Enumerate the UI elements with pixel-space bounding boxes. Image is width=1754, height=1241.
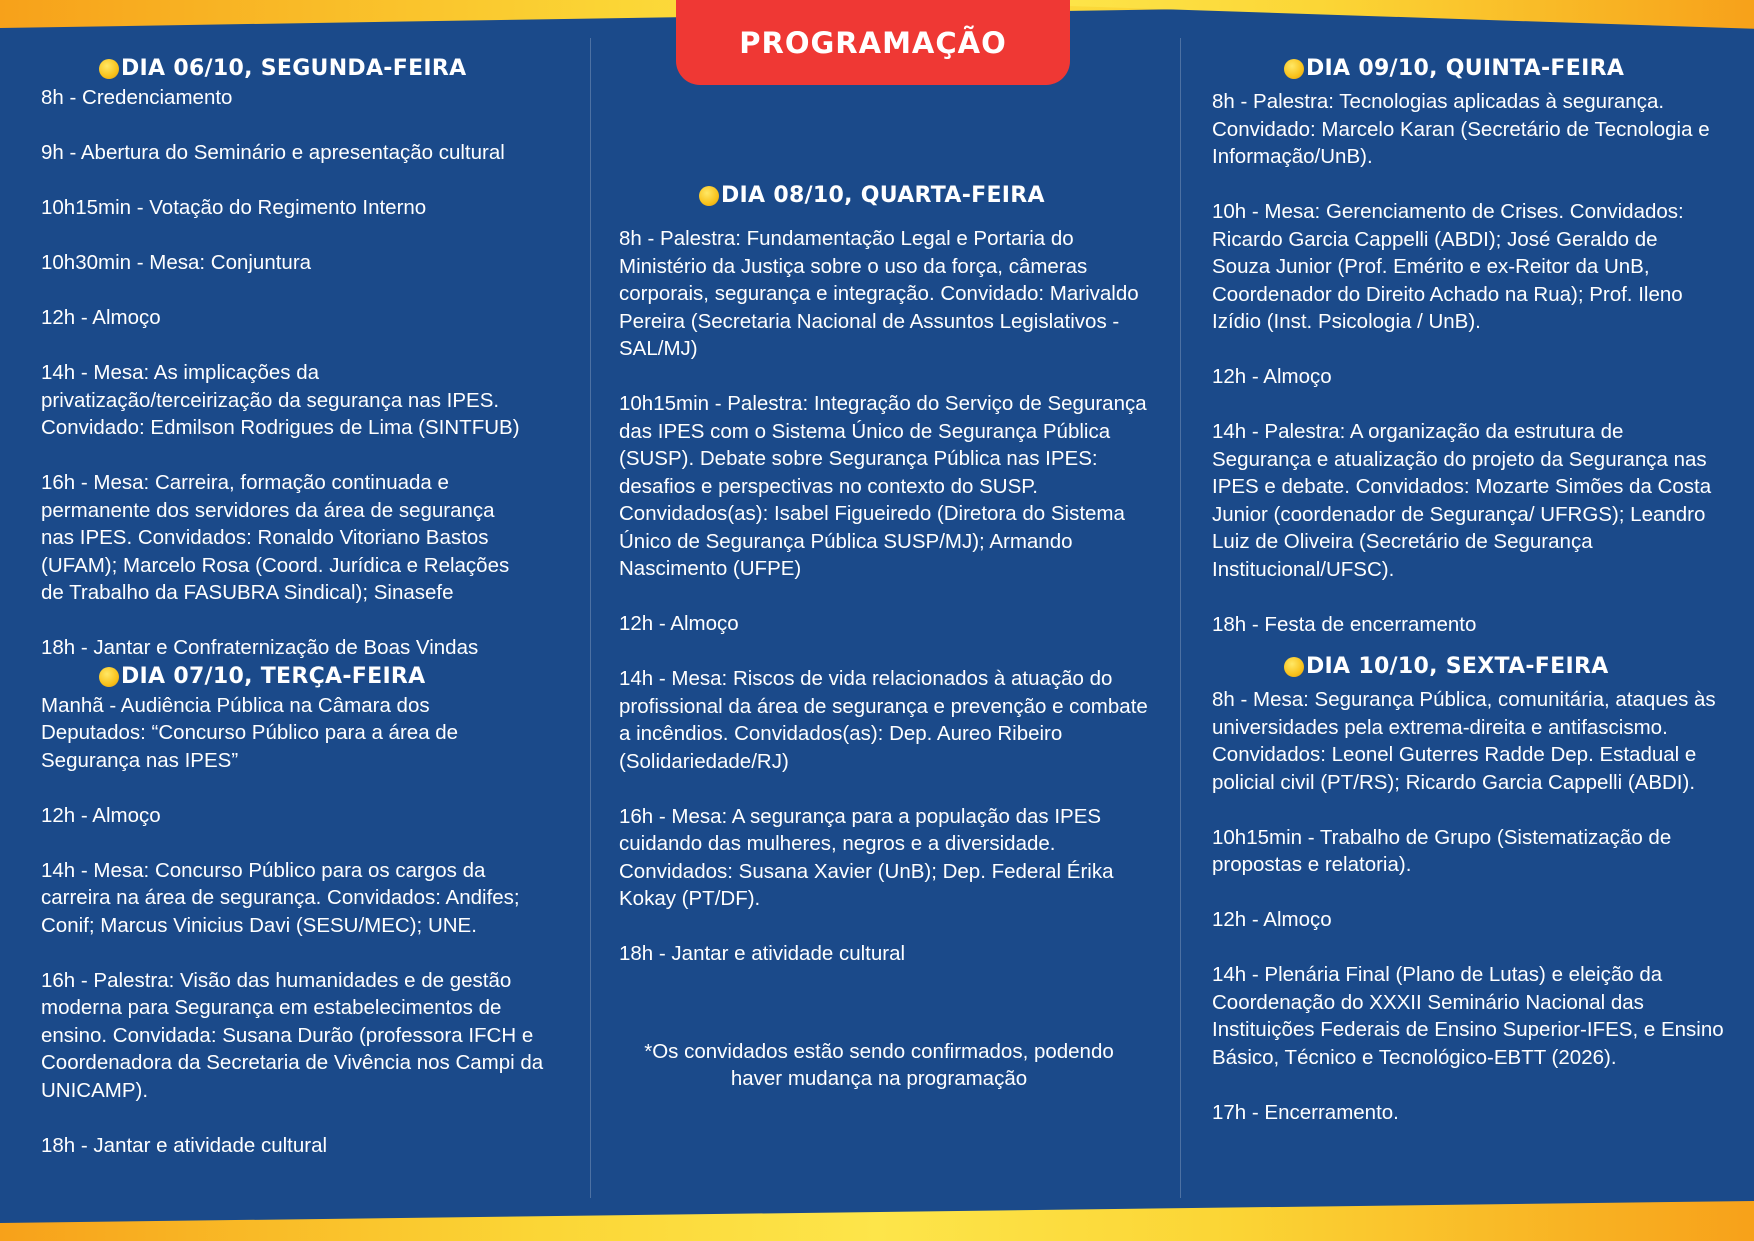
schedule-item: 14h - Mesa: Riscos de vida relacionados à atuação do profissional da área de segurança e prevenção e combate a incêndios. Convidados(as): Dep. Aureo Ribeiro (Solidariedade/RJ) [619,667,1148,773]
column-divider [590,38,591,1198]
schedule-item: 9h - Abertura do Seminário e apresentação cultural [41,141,505,164]
schedule-item: 14h - Palestra: A organização da estrutura de Segurança e atualização do projeto da Segurança nas IPES e debate. Convidados: Mozarte Simões da Costa Junior (coordenador de Segurança/ UFRGS); Leandro Luiz de Oliveira (Secretário de Segurança Institucional/UFSC). [1212,420,1712,581]
top-right-edge-stripe [1050,0,1754,36]
bullet-icon [699,186,719,206]
bullet-icon [1284,59,1304,79]
schedule-item: 18h - Jantar e atividade cultural [41,1133,328,1157]
bullet-icon [99,59,119,79]
schedule-item: 16h - Palestra: Visão das humanidades e de gestão moderna para Segurança em estabelecimentos de ensino. Convidada: Susana Durão (professora IFCH e Coordenadora da Secretaria de Vivência nos Campi da UNICAMP). [41,968,544,1102]
schedule-list-day1 [41,84,581,662]
schedule-item: 10h - Mesa: Gerenciamento de Crises. Convidados: Ricardo Garcia Cappelli (ABDI); José Geraldo de Souza Junior (Prof. Emérito e ex-Reitor da UnB, Coordenador do Direito Achado na Rua); Prof. Ileno Izídio (Inst. Psicologia / UnB). [1212,200,1684,333]
schedule-list-day5 [1212,686,1732,1126]
schedule-item: 10h15min - Votação do Regimento Interno [41,196,427,219]
day-heading-label: DIA 07/10, TERÇA-FEIRA [121,663,426,689]
schedule-item: 12h - Almoço [619,612,739,635]
footnote: *Os convidados estão sendo confirmados, podendo haver mudança na programação [644,1039,1114,1090]
day-heading-2 [99,662,581,692]
schedule-item: 14h - Plenária Final (Plano de Lutas) e eleição da Coordenação do XXXII Seminário Nacional das Instituições Federais de Ensino Superior-IFES, e Ensino Básico, Técnico e Tecnológico-EBTT (2026). [1212,963,1724,1069]
schedule-item: Manhã - Audiência Pública na Câmara dos Deputados: “Concurso Público para a área de Segurança nas IPES” [41,693,459,772]
schedule-item: 8h - Mesa: Segurança Pública, comunitária, ataques às universidades pela extrema-direita e antifascismo. Convidados: Leonel Guterres Radde Dep. Estadual e policial civil (PT/RS); Ricardo Garcia Cappelli (ABDI). [1212,688,1716,794]
column-left [41,54,581,1187]
bullet-icon [99,667,119,687]
schedule-item: 14h - Mesa: As implicações da privatização/terceirização da segurança nas IPES. Convidado: Edmilson Rodrigues de Lima (SINTFUB) [41,361,520,439]
schedule-item: 16h - Mesa: Carreira, formação continuada e permanente dos servidores da área de segurança nas IPES. Convidados: Ronaldo Vitoriano Bastos (UFAM); Marcelo Rosa (Coord. Jurídica e Relações de Trabalho da FASUBRA Sindical); Sinasefe [41,471,510,604]
day-heading-4 [1284,54,1732,84]
day-heading-1 [99,54,581,84]
schedule-item: 8h - Palestra: Fundamentação Legal e Portaria do Ministério da Justiça sobre o uso da força, câmeras corporais, segurança e integração. Convidado: Marivaldo Pereira (Secretaria Nacional de Assuntos Legislativos - SAL/MJ) [619,227,1139,360]
day-heading-label: DIA 06/10, SEGUNDA-FEIRA [121,56,467,81]
schedule-item: 12h - Almoço [1212,365,1332,388]
schedule-item: 12h - Almoço [1212,908,1332,931]
bottom-edge-stripe [0,1201,1754,1241]
header-banner [676,0,1070,85]
schedule-item: 18h - Festa de encerramento [1212,612,1477,636]
schedule-list-day4 [1212,88,1732,638]
schedule-item: 17h - Encerramento. [1212,1100,1399,1124]
column-divider [1180,38,1181,1198]
schedule-item: 8h - Credenciamento [41,86,233,109]
day-heading-label: DIA 08/10, QUARTA-FEIRA [721,183,1045,208]
schedule-item: 18h - Jantar e atividade cultural [619,942,906,965]
schedule-item: 16h - Mesa: A segurança para a população das IPES cuidando das mulheres, negros e a diversidade. Convidados: Susana Xavier (UnB); Dep. Federal Érika Kokay (PT/DF). [619,804,1114,910]
schedule-item: 14h - Mesa: Concurso Público para os cargos da carreira na área de segurança. Convidados: Andifes; Conif; Marcus Vinicius Davi (SESU/MEC); UNE. [41,858,520,937]
day-heading-label: DIA 10/10, SEXTA-FEIRA [1306,654,1609,679]
day-heading-label: DIA 09/10, QUINTA-FEIRA [1306,56,1625,81]
bullet-icon [1284,657,1304,677]
schedule-item: 10h30min - Mesa: Conjuntura [41,251,312,274]
schedule-item: 8h - Palestra: Tecnologias aplicadas à segurança. Convidado: Marcelo Karan (Secretário de Tecnologia e Informação/UnB). [1212,90,1710,168]
day-heading-5 [1284,652,1732,682]
schedule-item: 10h15min - Palestra: Integração do Serviço de Segurança das IPES com o Sistema Único de Segurança Pública (SUSP). Debate sobre Segurança Pública nas IPES: desafios e perspectivas no contexto do SUSP. Convidados(as): Isabel Figueiredo (Diretora do Sistema Único de Segurança Pública SUSP/MJ); Armando Nascimento (UFPE) [619,392,1147,580]
schedule-item: 12h - Almoço [41,803,161,827]
schedule-list-day3 [619,225,1159,968]
schedule-item: 10h15min - Trabalho de Grupo (Sistematização de propostas e relatoria). [1212,825,1672,876]
page-title: PROGRAMAÇÃO [739,25,1007,60]
column-middle [619,181,1159,1093]
schedule-item: 18h - Jantar e Confraternização de Boas Vindas [41,636,479,659]
column-right [1212,54,1732,1154]
day-heading-3 [699,181,1159,211]
schedule-item: 12h - Almoço [41,306,161,329]
schedule-list-day2 [41,692,581,1160]
